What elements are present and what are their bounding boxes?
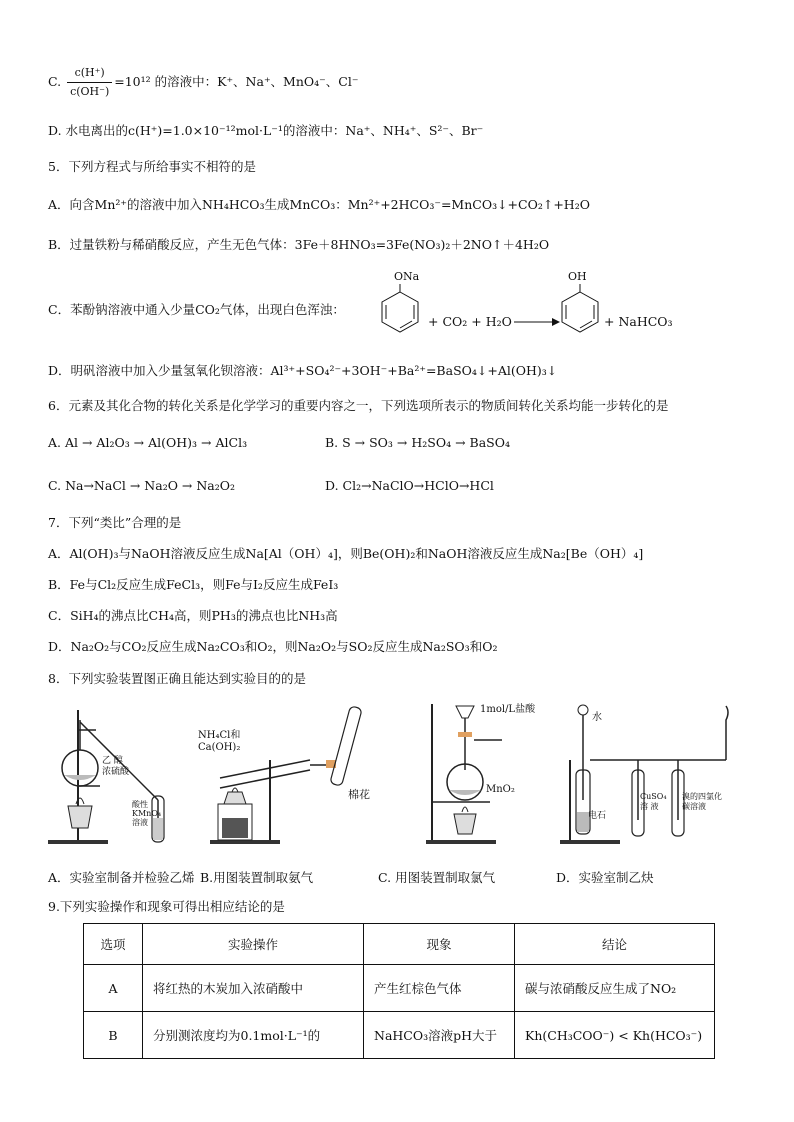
reactants-text: + CO₂ + H₂O — [428, 314, 512, 329]
q6-option-a: A. Al → Al₂O₃ → Al(OH)₃ → AlCl₃ — [48, 435, 248, 450]
benzene-ring-icon — [378, 282, 422, 336]
q6-stem: 6．元素及其化合物的转化关系是化学学习的重要内容之一，下列选项所表示的物质间转化关系均能一步转化的是 — [48, 398, 669, 413]
q8-option-a: A．实验室制备并检验乙烯 — [48, 870, 195, 885]
q5-option-b: B．过量铁粉与稀硝酸反应，产生无色气体：3Fe＋8HNO₃=3Fe(NO₃)₂＋2NO↑＋4H₂O — [48, 237, 550, 252]
q8-stem: 8．下列实验装置图正确且能达到实验目的的是 — [48, 671, 306, 686]
header-option: 选项 — [84, 924, 143, 965]
q6-option-c: C. Na→NaCl → Na₂O → Na₂O₂ — [48, 478, 236, 493]
table-row — [84, 1012, 715, 1059]
q6-option-d: D. Cl₂→NaClO→HClO→HCl — [325, 478, 494, 493]
q4-option-d: D. 水电离出的c(H⁺)=1.0×10⁻¹²mol·L⁻¹的溶液中：Na⁺、NH₄⁺、S²⁻、Br⁻ — [48, 123, 484, 138]
q8-option-c: C. 用图装置制取氯气 — [378, 870, 496, 885]
q6-option-b: B. S → SO₃ → H₂SO₄ → BaSO₄ — [325, 435, 510, 450]
figa-reagents-label: 乙 醇 浓硫酸 — [102, 756, 130, 777]
q5-option-d: D．明矾溶液中加入少量氢氧化钡溶液：Al³⁺+SO₄²⁻+3OH⁻+Ba²⁺=BaSO₄↓+Al(OH)₃↓ — [48, 363, 558, 378]
row-operation: 分别测浓度均为0.1mol·L⁻¹的 — [143, 1012, 364, 1059]
q4-option-c: C. $\frac{c(H^+)}{c(OH^-)}$ =10¹² 的溶液中：K⁺、Na⁺、MnO₄⁻、Cl⁻ — [48, 64, 358, 101]
row-conclusion: 碳与浓硝酸反应生成了NO₂ — [515, 965, 715, 1012]
q8-option-d: D．实验室制乙炔 — [556, 870, 654, 885]
q7-option-b: B．Fe与Cl₂反应生成FeCl₃，则Fe与I₂反应生成FeI₃ — [48, 577, 339, 592]
row-operation: 将红热的木炭加入浓硝酸中 — [143, 965, 364, 1012]
figd-bromine-label: 溴的四氯化碳溶液 — [682, 792, 722, 811]
header-operation: 实验操作 — [143, 924, 364, 965]
figd-water-label: 水 — [592, 712, 602, 723]
q7-option-a: A．Al(OH)₃与NaOH溶液反应生成Na[Al（OH）₄]，则Be(OH)₂和NaOH溶液反应生成Na₂[Be（OH）₄] — [48, 546, 644, 561]
figc-mno2-label: MnO₂ — [486, 784, 515, 795]
products-text: + NaHCO₃ — [604, 314, 673, 329]
q7-option-c: C．SiH₄的沸点比CH₄高，则PH₃的沸点也比NH₃高 — [48, 608, 338, 623]
figb-cotton-label: 棉花 — [348, 788, 370, 801]
figc-hcl-label: 1mol/L盐酸 — [480, 704, 536, 715]
figd-cuso4-label: CuSO₄溶 液 — [640, 792, 667, 811]
chlorine-apparatus-figure — [410, 700, 540, 850]
q5-option-a: A．向含Mn²⁺的溶液中加入NH₄HCO₃生成MnCO₃：Mn²⁺+2HCO₃⁻=MnCO₃↓+CO₂↑+H₂O — [48, 197, 590, 212]
figa-kmno4-label: 酸性KMnO₄溶液 — [132, 800, 162, 827]
figb-reagents-label: NH₄Cl和 Ca(OH)₂ — [198, 730, 241, 753]
q7-stem: 7．下列“类比”合理的是 — [48, 515, 182, 530]
row-option: B — [84, 1012, 143, 1059]
row-conclusion: Kh(CH₃COO⁻) < Kh(HCO₃⁻) — [515, 1012, 715, 1059]
acetylene-apparatus-figure — [550, 700, 750, 850]
row-phenomenon: NaHCO₃溶液pH大于 — [364, 1012, 515, 1059]
q5-option-c-text: C．苯酚钠溶液中通入少量CO₂气体，出现白色浑浊： — [48, 302, 345, 317]
phenol-substituent: OH — [568, 270, 587, 283]
row-phenomenon: 产生红棕色气体 — [364, 965, 515, 1012]
q5-stem: 5．下列方程式与所给事实不相符的是 — [48, 159, 256, 174]
phenol-reaction-equation — [378, 270, 678, 340]
q9-table — [83, 923, 715, 1059]
q8-option-b: B.用图装置制取氨气 — [200, 870, 314, 885]
table-row — [84, 965, 715, 1012]
benzene-ring-icon — [558, 282, 602, 336]
q7-option-d: D．Na₂O₂与CO₂反应生成Na₂CO₃和O₂，则Na₂O₂与SO₂反应生成Na₂SO₃和O₂ — [48, 639, 498, 654]
row-option: A — [84, 965, 143, 1012]
header-conclusion: 结论 — [515, 924, 715, 965]
ammonia-apparatus-figure — [200, 700, 370, 850]
header-phenomenon: 现象 — [364, 924, 515, 965]
figd-carbide-label: 电石 — [588, 811, 607, 821]
concentration-ratio-fraction: $\frac{c(H^+)}{c(OH^-)}$ — [67, 64, 112, 101]
phenoxide-substituent: ONa — [394, 270, 420, 283]
reaction-arrow-icon — [514, 316, 560, 328]
q9-stem: 9.下列实验操作和现象可得出相应结论的是 — [48, 899, 285, 914]
q8-apparatus-figures — [40, 700, 760, 860]
table-header-row — [84, 924, 715, 965]
